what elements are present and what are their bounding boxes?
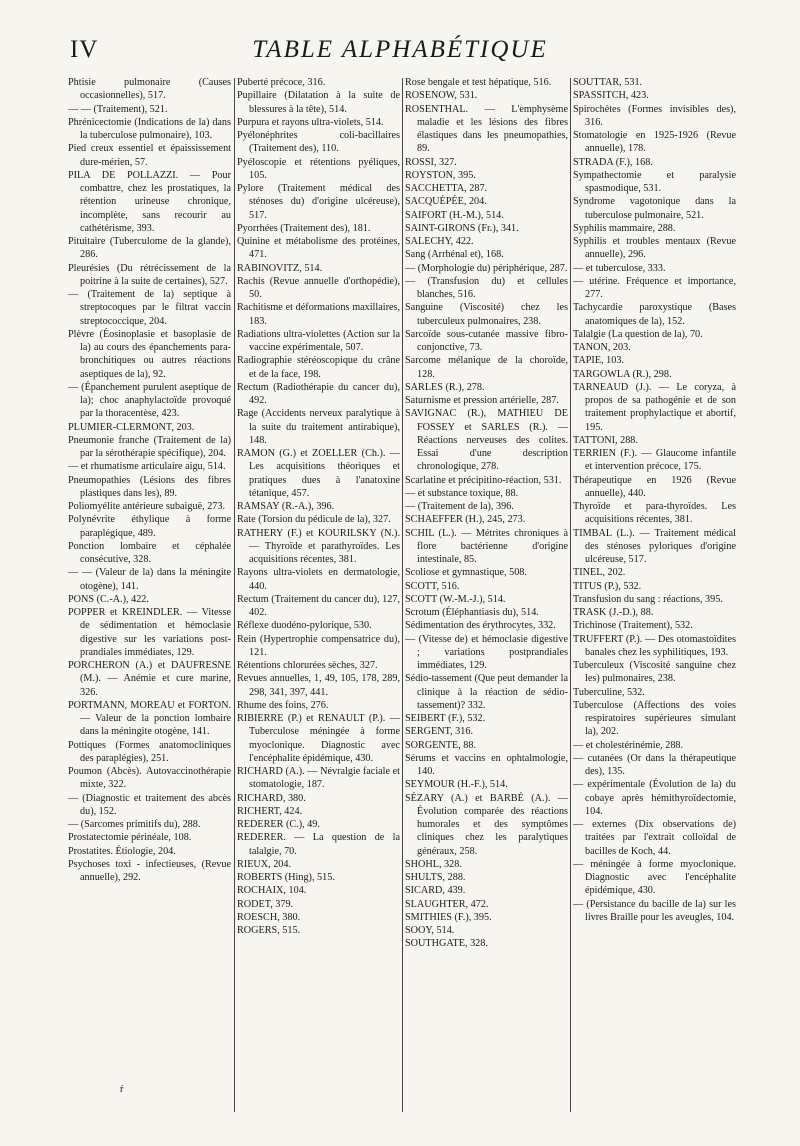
index-entry: Poliomyélite antérieure subaiguë, 273. bbox=[68, 501, 226, 512]
index-column-2 bbox=[237, 76, 400, 1116]
index-entry: Purpura et rayons ultra-violets, 514. bbox=[237, 116, 384, 128]
index-entry: REDERER (C.), 49. bbox=[237, 819, 320, 830]
index-entry: SCHAEFFER (H.), 245, 273. bbox=[405, 514, 526, 526]
index-entry: Pneumonie franche (Traitement de la) par la sérothérapie spécifique), 204. bbox=[68, 434, 231, 459]
index-entry: Pyéloscopie et rétentions pyéliques, 105. bbox=[237, 156, 400, 181]
index-entry: ROSSI, 327. bbox=[405, 156, 457, 168]
index-entry: Quinine et métabolisme des protéines, 471. bbox=[237, 236, 400, 261]
index-entry: Ponction lombaire et céphalée consécutive, 328. bbox=[68, 540, 231, 565]
index-entry: TRUFFERT (P.). — Des otomastoïdites banales chez les syphilitiques, 193. bbox=[573, 633, 736, 658]
index-entry: RATHERY (F.) et KOURILSKY (N.). — Thyroïde et parathyroïdes. Les acquisitions récentes, 381. bbox=[237, 527, 400, 565]
index-entry: — méningée à forme myoclonique. Diagnostic avec l'encéphalite épidémique, 430. bbox=[573, 858, 736, 897]
page-number: IV bbox=[70, 36, 99, 63]
index-entry: — — (Traitement), 521. bbox=[68, 103, 168, 115]
index-entry: SLAUGHTER, 472. bbox=[405, 898, 489, 910]
index-entry: SAIFORT (H.-M.), 514. bbox=[405, 209, 504, 221]
index-entry: RABINOVITZ, 514. bbox=[237, 262, 323, 274]
index-entry: Sanguine (Viscosité) chez les tuberculeux pulmonaires, 238. bbox=[405, 302, 568, 327]
index-entry: Sédimentation des érythrocytes, 332. bbox=[405, 620, 556, 632]
index-entry: Talalgie (La question de la), 70. bbox=[573, 328, 703, 340]
index-entry: SOOY, 514. bbox=[405, 925, 455, 936]
index-entry: Puberté précoce, 316. bbox=[237, 77, 326, 88]
index-entry: TINEL, 202. bbox=[573, 567, 626, 579]
index-entry: TANON, 203. bbox=[573, 342, 631, 353]
index-entry: TRASK (J.-D.), 88. bbox=[573, 607, 654, 618]
index-entry: Radiographie stéréoscopique du crâne et de la face, 198. bbox=[237, 355, 400, 380]
index-entry: Tuberculine, 532. bbox=[573, 686, 645, 698]
column-divider bbox=[234, 78, 235, 1112]
index-entry: SAVIGNAC (R.), MATHIEU DE FOSSEY et SARLES (R.). — Réactions nerveuses des colites. Essai d'une description chronologique, 278. bbox=[405, 408, 568, 473]
index-entry: SMITHIES (F.), 395. bbox=[405, 911, 492, 923]
index-column-4 bbox=[573, 76, 736, 1116]
index-entry: Plèvre (Éosinoplasie et basoplasie de la) au cours des épanchements para-bronchitiques ou autres réactions aseptiques de la), 92. bbox=[68, 328, 231, 380]
index-entry: PILA DE POLLAZZI. — Pour combattre, chez les prostatiques, la rétention urineuse chronique, incomplète, sans recourir au cathétérisme, 393. bbox=[68, 169, 231, 234]
index-entry: Tachycardie paroxystique (Bases anatomiques de la), 152. bbox=[573, 302, 736, 327]
index-entry: Sérums et vaccins en ophtalmologie, 140. bbox=[405, 752, 568, 777]
index-entry: Psychoses toxi - infectieuses, (Revue annuelle), 292. bbox=[68, 858, 231, 883]
index-entry: Syphilis et troubles mentaux (Revue annuelle), 296. bbox=[573, 236, 736, 261]
index-entry: Stomatologie en 1925-1926 (Revue annuelle), 178. bbox=[573, 130, 736, 155]
index-entry: Tuberculeux (Viscosité sanguine chez les) pulmonaires, 238. bbox=[573, 660, 736, 685]
index-entry: RIEUX, 204. bbox=[237, 858, 292, 870]
index-entry: SAINT-GIRONS (Fr.), 341. bbox=[405, 222, 519, 234]
index-entry: Saturnisme et pression artérielle, 287. bbox=[405, 395, 559, 406]
index-entry: — et tuberculose, 333. bbox=[573, 262, 666, 274]
index-entry: — — (Valeur de la) dans la méningite otogène), 141. bbox=[68, 567, 231, 592]
index-entry: Polynévrite éthylique à forme paraplégique, 489. bbox=[68, 514, 231, 539]
index-entry: SPASSITCH, 423. bbox=[573, 90, 649, 102]
index-entry: — cutanées (Or dans la thérapeutique des), 135. bbox=[573, 752, 736, 777]
index-entry: RAMON (G.) et ZOELLER (Ch.). — Les acquisitions théoriques et pratiques dues à l'anatoxine tétanique, 457. bbox=[237, 448, 400, 499]
index-entry: ROSENTHAL. — L'emphysème maladie et les lésions des fibres élastiques dans les pneumopathies, 89. bbox=[405, 103, 568, 155]
index-entry: Rose bengale et test hépatique, 516. bbox=[405, 77, 552, 88]
index-entry: — (Persistance du bacille de la) sur les livres Braille pour les aveugles, 104. bbox=[573, 898, 736, 923]
index-entry: Pottiques (Formes anatomocliniques des paraplégies), 251. bbox=[68, 739, 231, 764]
index-entry: Rhume des foins, 276. bbox=[237, 699, 329, 711]
index-entry: Rayons ultra-violets en dermatologie, 440. bbox=[237, 567, 400, 592]
index-entry: Prostatites. Étiologie, 204. bbox=[68, 845, 176, 857]
index-entry: RIBIERRE (P.) et RENAULT (P.). — Tuberculose méningée à forme myoclonique. Diagnostic avec l'encéphalite épidémique, 430. bbox=[237, 713, 400, 764]
index-entry: ROESCH, 380. bbox=[237, 911, 301, 923]
index-entry: — (Sarcomes primitifs du), 288. bbox=[68, 819, 201, 830]
index-entry: TERRIEN (F.). — Glaucome infantile et intervention précoce, 175. bbox=[573, 448, 736, 473]
index-entry: Rachitisme et déformations maxillaires, 183. bbox=[237, 302, 400, 327]
index-entry: RODET, 379. bbox=[237, 898, 294, 910]
index-entry: Pituitaire (Tuberculome de la glande), 286. bbox=[68, 236, 231, 261]
index-entry: SHULTS, 288. bbox=[405, 872, 466, 883]
index-entry: TARNEAUD (J.). — Le coryza, à propos de sa pathogénie et de son traitement prophylactique et abortif, 195. bbox=[573, 381, 736, 433]
index-entry: SCOTT, 516. bbox=[405, 580, 460, 592]
index-entry: ROYSTON, 395. bbox=[405, 169, 476, 181]
index-entry: PORTMANN, MOREAU et FORTON. — Valeur de la ponction lombaire dans la méningite otogène, 141. bbox=[68, 699, 231, 738]
column-divider bbox=[570, 78, 571, 1112]
index-entry: Phtisie pulmonaire (Causes occasionnelles), 517. bbox=[68, 77, 231, 102]
index-entry: Scarlatine et précipitino-réaction, 531. bbox=[405, 474, 562, 486]
index-entry: — expérimentale (Évolution de la) du cobaye après hémithyroïdectomie, 104. bbox=[573, 779, 736, 817]
index-entry: RICHARD (A.). — Névralgie faciale et stomatologie, 187. bbox=[237, 766, 400, 791]
index-entry: — (Morphologie du) périphérique, 287. bbox=[405, 262, 568, 274]
index-entry: PORCHERON (A.) et DAUFRESNE (M.). — Anémie et cure marine, 326. bbox=[68, 660, 231, 698]
index-entry: SOUTHGATE, 328. bbox=[405, 938, 488, 950]
index-entry: TIMBAL (L.). — Traitement médical des sténoses pyloriques d'origine ulcéreuse, 517. bbox=[573, 527, 736, 565]
index-entry: PONS (C.-A.), 422. bbox=[68, 593, 149, 605]
index-column-3 bbox=[405, 76, 568, 1116]
index-entry: Réflexe duodéno-pylorique, 530. bbox=[237, 620, 372, 632]
index-entry: TARGOWLA (R.), 298. bbox=[573, 368, 672, 380]
index-entry: PLUMIER-CLERMONT, 203. bbox=[68, 421, 195, 433]
index-entry: — (Traitement de la), 396. bbox=[405, 501, 514, 512]
index-entry: ROCHAIX, 104. bbox=[237, 885, 307, 897]
index-entry: TAPIE, 103. bbox=[573, 355, 624, 367]
index-entry: Prostatectomie périnéale, 108. bbox=[68, 832, 192, 844]
index-entry: Scoliose et gymnastique, 508. bbox=[405, 567, 527, 579]
index-entry: SCOTT (W.-M.-J.), 514. bbox=[405, 593, 506, 605]
index-entry: — (Traitement de la) septique à streptocoques par le filtrat vaccin streptococcique, 204. bbox=[68, 289, 231, 327]
index-entry: Poumon (Abcès). Autovaccinothérapie mixte, 322. bbox=[68, 766, 231, 791]
index-entry: Rectum (Radiothérapie du cancer du), 492. bbox=[237, 381, 400, 406]
index-entry: Rate (Torsion du pédicule de la), 327. bbox=[237, 514, 391, 526]
index-entry: SERGENT, 316. bbox=[405, 726, 474, 738]
index-entry: Rage (Accidents nerveux paralytique à la suite du traitement antirabique), 148. bbox=[237, 408, 400, 446]
index-entry: SEYMOUR (H.-F.), 514. bbox=[405, 779, 508, 791]
index-entry: Revues annuelles, 1, 49, 105, 178, 289, 298, 341, 397, 441. bbox=[237, 673, 400, 698]
index-entry: — (Transfusion du) et cellules blanches, 516. bbox=[405, 275, 568, 300]
index-entry: REDERER. — La question de la talalgie, 70. bbox=[237, 832, 400, 857]
index-entry: Pyélonéphrites coli-bacillaires (Traitement des), 110. bbox=[237, 130, 400, 155]
index-entry: Sang (Arrhénal et), 168. bbox=[405, 249, 504, 261]
index-entry: Transfusion du sang : réactions, 395. bbox=[573, 593, 723, 605]
index-entry: Sarcoïde sous-cutanée massive fibro-conjonctive, 73. bbox=[405, 328, 568, 353]
index-entry: — et cholestérinémie, 288. bbox=[573, 739, 684, 751]
index-entry: Radiations ultra-violettes (Action sur la vaccine expérimentale, 507. bbox=[237, 328, 400, 353]
index-entry: SOUTTAR, 531. bbox=[573, 77, 643, 88]
index-entry: TATTONI, 288. bbox=[573, 434, 638, 446]
index-entry: POPPER et KREINDLER. — Vitesse de sédimentation et hémoclasie digestive sur les variations post-prandiales immédiates, 129. bbox=[68, 607, 231, 658]
index-entry: Sédio-tassement (Que peut demander la clinique à la réaction de sédio-tassement)? 332. bbox=[405, 673, 568, 711]
index-entry: — (Épanchement purulent aseptique de la); choc anaphylactoïde provoqué par la thoracentèse, 423. bbox=[68, 381, 231, 420]
index-entry: SARLES (R.), 278. bbox=[405, 381, 485, 393]
index-entry: Sarcome mélanique de la choroïde, 128. bbox=[405, 355, 568, 380]
index-entry: SALECHY, 422. bbox=[405, 236, 474, 247]
index-entry: SHOHL, 328. bbox=[405, 858, 462, 870]
index-entry: RICHARD, 380. bbox=[237, 792, 306, 804]
index-entry: TITUS (P.), 532. bbox=[573, 580, 642, 592]
index-entry: Sympathectomie et paralysie spasmodique, 531. bbox=[573, 169, 736, 194]
index-column-1 bbox=[68, 76, 231, 1116]
index-entry: Rétentions chlorurées sèches, 327. bbox=[237, 660, 378, 671]
index-entry: Rein (Hypertrophie compensatrice du), 121. bbox=[237, 633, 400, 658]
index-entry: ROBERTS (Hing), 515. bbox=[237, 872, 335, 883]
index-entry: SICARD, 439. bbox=[405, 885, 466, 897]
page-header bbox=[70, 36, 730, 70]
index-entry: RAMSAY (R.-A.), 396. bbox=[237, 501, 335, 512]
index-entry: RICHERT, 424. bbox=[237, 805, 303, 817]
index-entry: — et substance toxique, 88. bbox=[405, 487, 519, 499]
index-entry: Pyorrhées (Traitement des), 181. bbox=[237, 222, 371, 234]
index-entry: Tuberculose (Affections des voies respiratoires supérieures simulant la), 202. bbox=[573, 699, 736, 738]
column-divider bbox=[402, 78, 403, 1112]
index-entry: SÉZARY (A.) et BARBÉ (A.). — Évolution comparée des réactions humorales et des symptômes cliniques chez les paralytiques généraux, 258. bbox=[405, 792, 568, 857]
index-entry: SORGENTE, 88. bbox=[405, 739, 477, 751]
index-entry: ROSENOW, 531. bbox=[405, 90, 478, 102]
index-entry: Spirochètes (Formes invisibles des), 316. bbox=[573, 103, 736, 128]
index-entry: Phrénicectomie (Indications de la) dans la tuberculose pulmonaire), 103. bbox=[68, 116, 231, 141]
index-columns bbox=[68, 76, 736, 1116]
index-entry: — (Diagnostic et traitement des abcès du), 152. bbox=[68, 792, 231, 817]
index-entry: Pupillaire (Dilatation à la suite de blessures à la tête), 514. bbox=[237, 90, 400, 115]
page-title: TABLE ALPHABÉTIQUE bbox=[252, 36, 548, 63]
index-entry: SCHIL (L.). — Métrites chroniques à flore bactérienne d'origine intestinale, 85. bbox=[405, 527, 568, 565]
index-entry: SACQUÉPÉE, 204. bbox=[405, 196, 487, 208]
stray-mark: ŕ bbox=[120, 1084, 124, 1095]
index-entry: Pied creux essentiel et épaississement dure-mérien, 57. bbox=[68, 143, 231, 168]
index-entry: Pneumopathies (Lésions des fibres plastiques dans les), 89. bbox=[68, 474, 231, 499]
index-entry: Rachis (Revue annuelle d'orthopédie), 50. bbox=[237, 275, 400, 300]
index-entry: Trichinose (Traitement), 532. bbox=[573, 620, 693, 632]
index-entry: Thérapeutique en 1926 (Revue annuelle), 440. bbox=[573, 474, 736, 499]
index-entry: SACCHETTA, 287. bbox=[405, 183, 488, 194]
index-entry: Syndrome vagotonique dans la tuberculose pulmonaire, 521. bbox=[573, 196, 736, 221]
index-entry: STRADA (F.), 168. bbox=[573, 156, 653, 168]
index-entry: — utérine. Fréquence et importance, 277. bbox=[573, 275, 736, 300]
index-entry: Thyroïde et para-thyroïdes. Les acquisitions récentes, 381. bbox=[573, 501, 736, 526]
index-entry: Pleurésies (Du rétrécissement de la poitrine à la suite de certaines), 527. bbox=[68, 262, 231, 287]
index-entry: Syphilis mammaire, 288. bbox=[573, 222, 676, 234]
index-entry: — et rhumatisme articulaire aigu, 514. bbox=[68, 461, 226, 473]
index-entry: ROGERS, 515. bbox=[237, 925, 301, 936]
index-entry: Scrotum (Éléphantiasis du), 514. bbox=[405, 607, 539, 618]
index-entry: Pylore (Traitement médical des sténoses du) d'origine ulcéreuse), 517. bbox=[237, 183, 400, 221]
index-entry: SEIBERT (F.), 532. bbox=[405, 713, 486, 724]
index-entry: Rectum (Traitement du cancer du), 127, 402. bbox=[237, 593, 400, 618]
index-entry: — externes (Dix observations de) traitées par l'extrait colloïdal de bacilles de Koch, 44. bbox=[573, 819, 736, 857]
index-entry: — (Vitesse de) et hémoclasie digestive ; variations postprandiales immédiates, 129. bbox=[405, 633, 568, 671]
